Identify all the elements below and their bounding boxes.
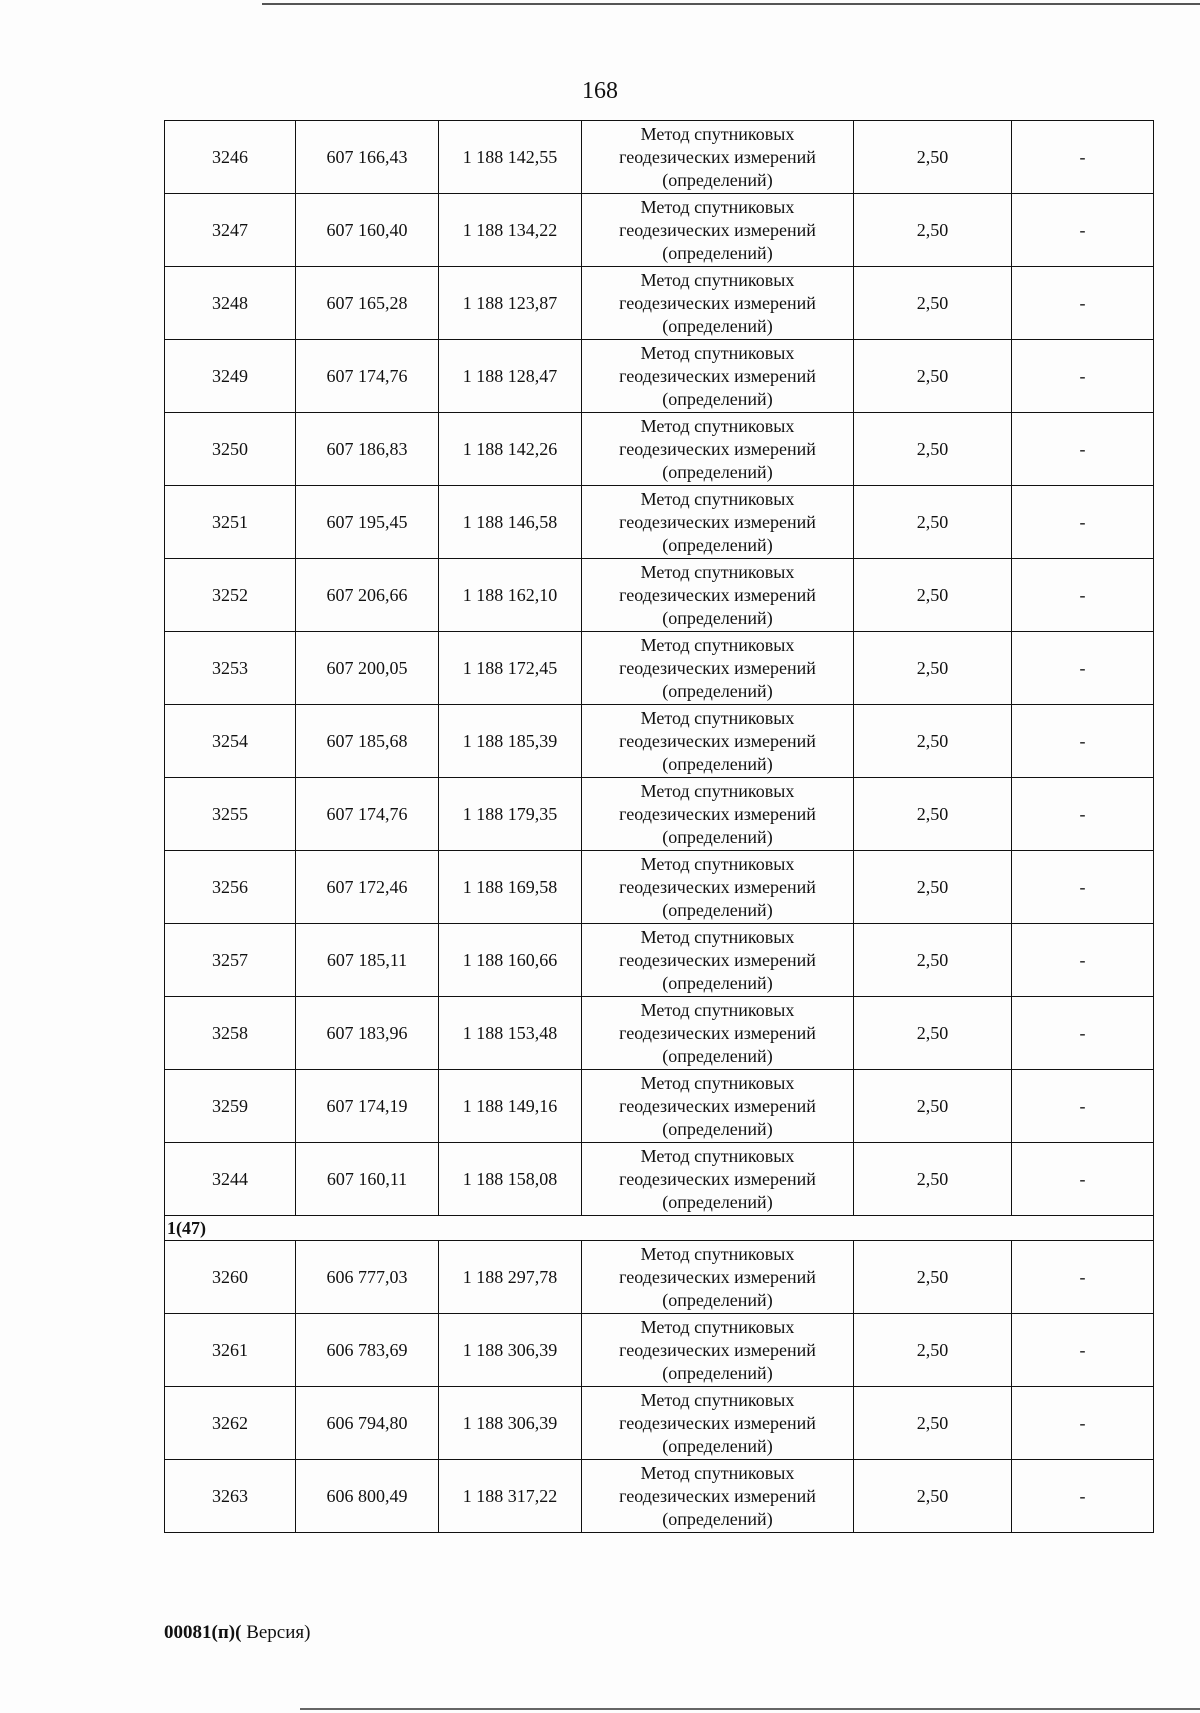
method-line: (определений) — [662, 680, 773, 701]
accuracy-cell: 2,50 — [854, 851, 1012, 924]
description-cell: - — [1012, 486, 1154, 559]
point-number-cell: 3254 — [165, 705, 296, 778]
x-coordinate-cell: 607 206,66 — [296, 559, 439, 632]
accuracy-cell: 2,50 — [854, 1143, 1012, 1216]
y-coordinate-cell: 1 188 142,26 — [439, 413, 582, 486]
method-cell — [582, 1460, 854, 1533]
x-coordinate-cell: 607 172,46 — [296, 851, 439, 924]
description-cell: - — [1012, 267, 1154, 340]
y-coordinate-cell: 1 188 169,58 — [439, 851, 582, 924]
table-row — [165, 559, 1154, 632]
method-cell — [582, 705, 854, 778]
y-coordinate-cell: 1 188 123,87 — [439, 267, 582, 340]
method-line: геодезических измерений — [619, 1095, 816, 1116]
y-coordinate-cell: 1 188 317,22 — [439, 1460, 582, 1533]
point-number-cell: 3244 — [165, 1143, 296, 1216]
point-number-cell: 3250 — [165, 413, 296, 486]
method-line: геодезических измерений — [619, 584, 816, 605]
footer-version: Версия) — [241, 1622, 311, 1643]
method-line: (определений) — [662, 1362, 773, 1383]
page-number: 168 — [582, 78, 618, 104]
point-number-cell: 3246 — [165, 121, 296, 194]
method-line: (определений) — [662, 169, 773, 190]
point-number-cell: 3253 — [165, 632, 296, 705]
table-row — [165, 851, 1154, 924]
method-cell — [582, 194, 854, 267]
point-number-cell: 3263 — [165, 1460, 296, 1533]
x-coordinate-cell: 606 800,49 — [296, 1460, 439, 1533]
method-line: геодезических измерений — [619, 876, 816, 897]
y-coordinate-cell: 1 188 142,55 — [439, 121, 582, 194]
accuracy-cell: 2,50 — [854, 778, 1012, 851]
method-line: геодезических измерений — [619, 1412, 816, 1433]
x-coordinate-cell: 607 183,96 — [296, 997, 439, 1070]
x-coordinate-cell: 606 783,69 — [296, 1314, 439, 1387]
method-line: Метод спутниковых — [640, 488, 795, 509]
x-coordinate-cell: 607 185,11 — [296, 924, 439, 997]
point-number-cell: 3247 — [165, 194, 296, 267]
method-cell — [582, 340, 854, 413]
method-line: геодезических измерений — [619, 1339, 816, 1360]
accuracy-cell: 2,50 — [854, 1314, 1012, 1387]
description-cell: - — [1012, 778, 1154, 851]
description-cell: - — [1012, 1387, 1154, 1460]
accuracy-cell: 2,50 — [854, 1241, 1012, 1314]
description-cell: - — [1012, 194, 1154, 267]
method-line: (определений) — [662, 1435, 773, 1456]
x-coordinate-cell: 607 165,28 — [296, 267, 439, 340]
method-line: Метод спутниковых — [640, 1243, 795, 1264]
table-row — [165, 1241, 1154, 1314]
description-cell: - — [1012, 1314, 1154, 1387]
accuracy-cell: 2,50 — [854, 559, 1012, 632]
table-row — [165, 1314, 1154, 1387]
method-line: Метод спутниковых — [640, 780, 795, 801]
table-row — [165, 194, 1154, 267]
accuracy-cell: 2,50 — [854, 413, 1012, 486]
method-line: (определений) — [662, 315, 773, 336]
method-cell — [582, 1070, 854, 1143]
table-row — [165, 267, 1154, 340]
x-coordinate-cell: 607 174,76 — [296, 778, 439, 851]
y-coordinate-cell: 1 188 153,48 — [439, 997, 582, 1070]
group-header-row — [165, 1216, 1154, 1241]
x-coordinate-cell: 607 186,83 — [296, 413, 439, 486]
description-cell: - — [1012, 121, 1154, 194]
coordinates-table-body — [165, 121, 1154, 1533]
table-row — [165, 924, 1154, 997]
top-border-line — [262, 3, 1200, 5]
method-line: Метод спутниковых — [640, 1389, 795, 1410]
method-cell — [582, 121, 854, 194]
description-cell: - — [1012, 705, 1154, 778]
method-line: Метод спутниковых — [640, 999, 795, 1020]
method-line: (определений) — [662, 1289, 773, 1310]
accuracy-cell: 2,50 — [854, 194, 1012, 267]
y-coordinate-cell: 1 188 185,39 — [439, 705, 582, 778]
x-coordinate-cell: 606 794,80 — [296, 1387, 439, 1460]
method-line: (определений) — [662, 1118, 773, 1139]
y-coordinate-cell: 1 188 149,16 — [439, 1070, 582, 1143]
method-cell — [582, 1387, 854, 1460]
accuracy-cell: 2,50 — [854, 486, 1012, 559]
method-line: Метод спутниковых — [640, 1145, 795, 1166]
method-line: (определений) — [662, 826, 773, 847]
method-line: (определений) — [662, 1045, 773, 1066]
y-coordinate-cell: 1 188 146,58 — [439, 486, 582, 559]
method-line: геодезических измерений — [619, 292, 816, 313]
method-line: (определений) — [662, 972, 773, 993]
accuracy-cell: 2,50 — [854, 1070, 1012, 1143]
description-cell: - — [1012, 340, 1154, 413]
method-line: Метод спутниковых — [640, 1316, 795, 1337]
description-cell: - — [1012, 413, 1154, 486]
x-coordinate-cell: 607 200,05 — [296, 632, 439, 705]
description-cell: - — [1012, 632, 1154, 705]
method-cell — [582, 1143, 854, 1216]
description-cell: - — [1012, 1460, 1154, 1533]
point-number-cell: 3249 — [165, 340, 296, 413]
table-row — [165, 413, 1154, 486]
method-cell — [582, 851, 854, 924]
method-line: геодезических измерений — [619, 1266, 816, 1287]
x-coordinate-cell: 607 185,68 — [296, 705, 439, 778]
y-coordinate-cell: 1 188 134,22 — [439, 194, 582, 267]
method-line: (определений) — [662, 388, 773, 409]
method-line: геодезических измерений — [619, 438, 816, 459]
bottom-border-line — [300, 1708, 1200, 1710]
method-line: (определений) — [662, 753, 773, 774]
point-number-cell: 3261 — [165, 1314, 296, 1387]
accuracy-cell: 2,50 — [854, 121, 1012, 194]
method-line: Метод спутниковых — [640, 123, 795, 144]
method-line: Метод спутниковых — [640, 342, 795, 363]
point-number-cell: 3258 — [165, 997, 296, 1070]
method-line: геодезических измерений — [619, 657, 816, 678]
method-line: (определений) — [662, 534, 773, 555]
y-coordinate-cell: 1 188 306,39 — [439, 1387, 582, 1460]
method-line: Метод спутниковых — [640, 1462, 795, 1483]
method-line: Метод спутниковых — [640, 415, 795, 436]
method-line: Метод спутниковых — [640, 707, 795, 728]
method-cell — [582, 997, 854, 1070]
x-coordinate-cell: 607 174,76 — [296, 340, 439, 413]
method-line: геодезических измерений — [619, 1168, 816, 1189]
method-line: (определений) — [662, 899, 773, 920]
method-line: Метод спутниковых — [640, 926, 795, 947]
method-line: геодезических измерений — [619, 146, 816, 167]
x-coordinate-cell: 607 160,11 — [296, 1143, 439, 1216]
method-line: Метод спутниковых — [640, 269, 795, 290]
accuracy-cell: 2,50 — [854, 267, 1012, 340]
method-line: Метод спутниковых — [640, 561, 795, 582]
point-number-cell: 3260 — [165, 1241, 296, 1314]
method-cell — [582, 1241, 854, 1314]
description-cell: - — [1012, 997, 1154, 1070]
table-row — [165, 1070, 1154, 1143]
table-row — [165, 340, 1154, 413]
x-coordinate-cell: 607 174,19 — [296, 1070, 439, 1143]
method-line: (определений) — [662, 607, 773, 628]
method-cell — [582, 413, 854, 486]
table-row — [165, 1460, 1154, 1533]
method-line: Метод спутниковых — [640, 1072, 795, 1093]
method-cell — [582, 559, 854, 632]
method-line: Метод спутниковых — [640, 853, 795, 874]
method-line: (определений) — [662, 461, 773, 482]
method-cell — [582, 486, 854, 559]
group-label: 1(47) — [165, 1216, 1154, 1241]
method-cell — [582, 1314, 854, 1387]
method-line: (определений) — [662, 1508, 773, 1529]
method-line: геодезических измерений — [619, 803, 816, 824]
accuracy-cell: 2,50 — [854, 997, 1012, 1070]
footer-code: 00081(п)( — [164, 1622, 242, 1643]
x-coordinate-cell: 607 160,40 — [296, 194, 439, 267]
method-cell — [582, 267, 854, 340]
point-number-cell: 3248 — [165, 267, 296, 340]
accuracy-cell: 2,50 — [854, 705, 1012, 778]
y-coordinate-cell: 1 188 160,66 — [439, 924, 582, 997]
document-footer — [164, 1622, 310, 1644]
description-cell: - — [1012, 1070, 1154, 1143]
table-row — [165, 778, 1154, 851]
y-coordinate-cell: 1 188 306,39 — [439, 1314, 582, 1387]
table-row — [165, 705, 1154, 778]
method-line: (определений) — [662, 242, 773, 263]
description-cell: - — [1012, 924, 1154, 997]
table-row — [165, 121, 1154, 194]
table-row — [165, 1143, 1154, 1216]
point-number-cell: 3256 — [165, 851, 296, 924]
method-line: (определений) — [662, 1191, 773, 1212]
point-number-cell: 3257 — [165, 924, 296, 997]
table-row — [165, 486, 1154, 559]
description-cell: - — [1012, 1241, 1154, 1314]
accuracy-cell: 2,50 — [854, 632, 1012, 705]
method-line: геодезических измерений — [619, 1485, 816, 1506]
table-row — [165, 997, 1154, 1070]
y-coordinate-cell: 1 188 162,10 — [439, 559, 582, 632]
description-cell: - — [1012, 1143, 1154, 1216]
method-line: Метод спутниковых — [640, 196, 795, 217]
description-cell: - — [1012, 851, 1154, 924]
x-coordinate-cell: 606 777,03 — [296, 1241, 439, 1314]
coordinates-table — [164, 120, 1154, 1533]
method-line: геодезических измерений — [619, 511, 816, 532]
point-number-cell: 3262 — [165, 1387, 296, 1460]
method-line: геодезических измерений — [619, 730, 816, 751]
method-cell — [582, 778, 854, 851]
table-row — [165, 632, 1154, 705]
y-coordinate-cell: 1 188 297,78 — [439, 1241, 582, 1314]
accuracy-cell: 2,50 — [854, 1387, 1012, 1460]
y-coordinate-cell: 1 188 128,47 — [439, 340, 582, 413]
x-coordinate-cell: 607 166,43 — [296, 121, 439, 194]
method-line: геодезических измерений — [619, 219, 816, 240]
method-line: геодезических измерений — [619, 365, 816, 386]
method-cell — [582, 924, 854, 997]
method-line: геодезических измерений — [619, 1022, 816, 1043]
point-number-cell: 3259 — [165, 1070, 296, 1143]
y-coordinate-cell: 1 188 179,35 — [439, 778, 582, 851]
method-line: Метод спутниковых — [640, 634, 795, 655]
method-cell — [582, 632, 854, 705]
y-coordinate-cell: 1 188 158,08 — [439, 1143, 582, 1216]
accuracy-cell: 2,50 — [854, 1460, 1012, 1533]
point-number-cell: 3252 — [165, 559, 296, 632]
table-row — [165, 1387, 1154, 1460]
y-coordinate-cell: 1 188 172,45 — [439, 632, 582, 705]
description-cell: - — [1012, 559, 1154, 632]
accuracy-cell: 2,50 — [854, 924, 1012, 997]
method-line: геодезических измерений — [619, 949, 816, 970]
accuracy-cell: 2,50 — [854, 340, 1012, 413]
point-number-cell: 3251 — [165, 486, 296, 559]
point-number-cell: 3255 — [165, 778, 296, 851]
x-coordinate-cell: 607 195,45 — [296, 486, 439, 559]
